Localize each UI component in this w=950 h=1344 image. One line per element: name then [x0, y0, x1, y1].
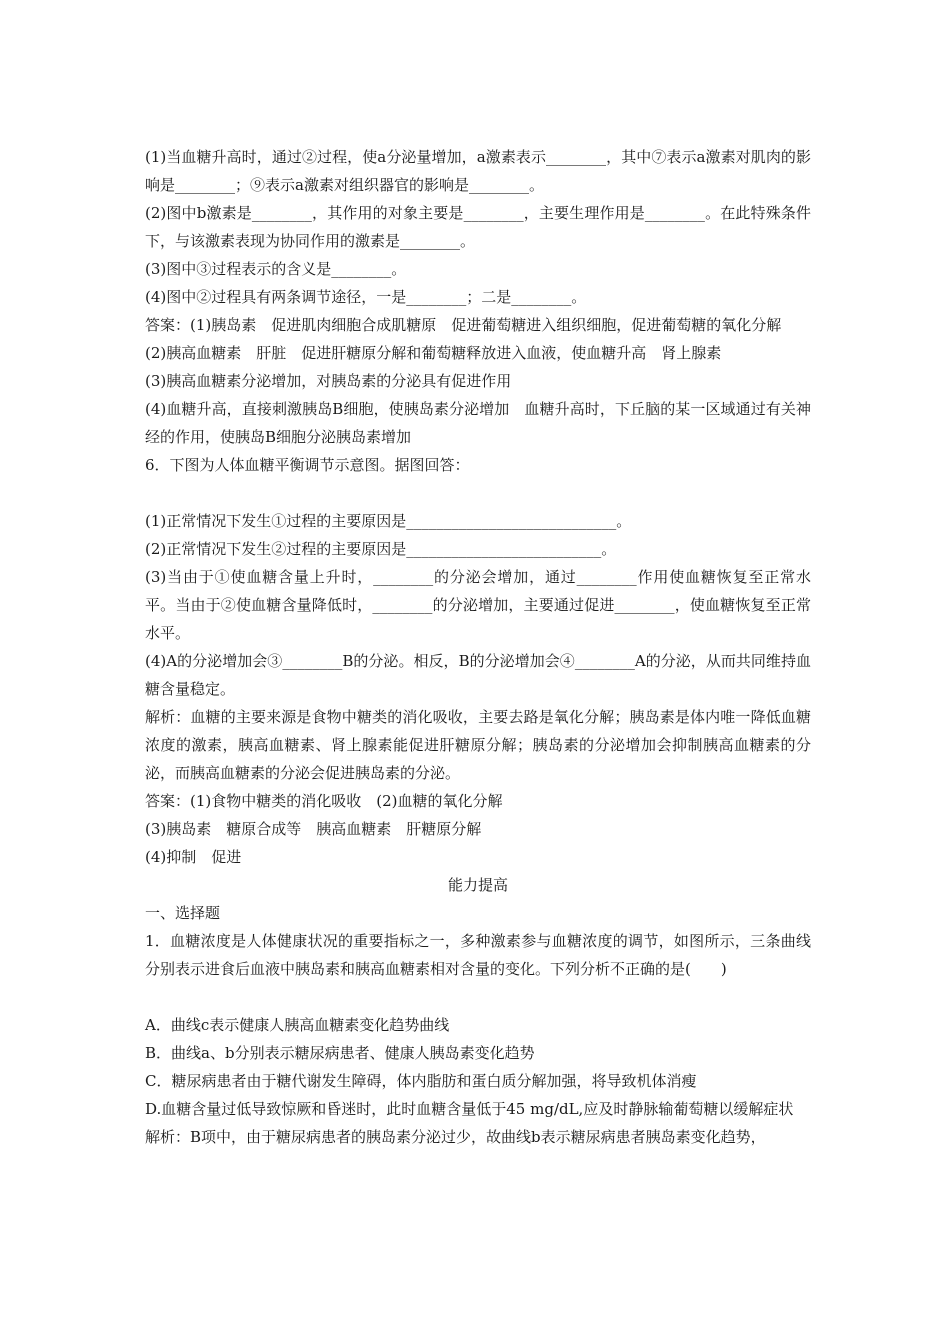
subsection-heading: 一、选择题 [145, 904, 221, 922]
answer-6-line-3: (4)抑制 促进 [145, 848, 242, 866]
mc-question-1-stem: 1．血糖浓度是人体健康状况的重要指标之一，多种激素参与血糖浓度的调节，如图所示，三条曲线分别表示进食后血液中胰岛素和胰高血糖素相对含量的变化。下列分析不正确的是( ) [145, 932, 811, 978]
question-6-part-1: (1)正常情况下发生①过程的主要原因是____________________________。 [145, 512, 632, 530]
option-d: D.血糖含量过低导致惊厥和昏迷时，此时血糖含量低于45 mg/dL,应及时静脉输葡萄糖以缓解症状 [145, 1100, 794, 1118]
question-5-part-1: (1)当血糖升高时，通过②过程，使a分泌量增加，a激素表示________，其中⑦表示a激素对肌肉的影响是________；⑨表示a激素对组织器官的影响是________。 [145, 148, 811, 194]
figure-placeholder [145, 983, 811, 1011]
question-6-stem: 6．下图为人体血糖平衡调节示意图。据图回答： [145, 456, 470, 474]
question-6-part-3: (3)当由于①使血糖含量上升时，________的分泌会增加，通过________作用使血糖恢复至正常水平。当由于②使血糖含量降低时，________的分泌增加，主要通过促进________，使血糖恢复至正常水平。 [145, 568, 811, 642]
question-5-part-3: (3)图中③过程表示的含义是________。 [145, 260, 407, 278]
answer-6-line-1: 答案：(1)食物中糖类的消化吸收 (2)血糖的氧化分解 [145, 792, 503, 810]
document-page [145, 143, 811, 1151]
option-a: A．曲线c表示健康人胰高血糖素变化趋势曲线 [145, 1016, 450, 1034]
section-heading: 能力提高 [447, 876, 508, 894]
question-6-part-4: (4)A的分泌增加会③________B的分泌。相反，B的分泌增加会④________A的分泌，从而共同维持血糖含量稳定。 [145, 652, 811, 698]
analysis-mc-1: 解析：B项中，由于糖尿病患者的胰岛素分泌过少，故曲线b表示糖尿病患者胰岛素变化趋势， [145, 1128, 766, 1146]
figure-placeholder [145, 479, 811, 507]
answer-5-part-3: (3)胰高血糖素分泌增加，对胰岛素的分泌具有促进作用 [145, 372, 512, 390]
question-6-part-2: (2)正常情况下发生②过程的主要原因是__________________________。 [145, 540, 617, 558]
answer-5-part-2: (2)胰高血糖素 肝脏 促进肝糖原分解和葡萄糖释放进入血液，使血糖升高 肾上腺素 [145, 344, 722, 362]
option-c: C．糖尿病患者由于糖代谢发生障碍，体内脂肪和蛋白质分解加强，将导致机体消瘦 [145, 1072, 697, 1090]
question-5-part-4: (4)图中②过程具有两条调节途径，一是________；二是________。 [145, 288, 587, 306]
analysis-6: 解析：血糖的主要来源是食物中糖类的消化吸收，主要去路是氧化分解；胰岛素是体内唯一降低血糖浓度的激素，胰高血糖素、肾上腺素能促进肝糖原分解；胰岛素的分泌增加会抑制胰高血糖素的分泌，而胰高血糖素的分泌会促进胰岛素的分泌。 [145, 708, 811, 782]
answer-5-part-4: (4)血糖升高，直接刺激胰岛B细胞，使胰岛素分泌增加 血糖升高时，下丘脑的某一区域通过有关神经的作用，使胰岛B细胞分泌胰岛素增加 [145, 400, 811, 446]
option-b: B．曲线a、b分别表示糖尿病患者、健康人胰岛素变化趋势 [145, 1044, 535, 1062]
question-5-part-2: (2)图中b激素是________，其作用的对象主要是________，主要生理作用是________。在此特殊条件下，与该激素表现为协同作用的激素是________。 [145, 204, 811, 250]
answer-6-line-2: (3)胰岛素 糖原合成等 胰高血糖素 肝糖原分解 [145, 820, 482, 838]
answer-5-part-1: 答案：(1)胰岛素 促进肌肉细胞合成肌糖原 促进葡萄糖进入组织细胞，促进葡萄糖的氧化分解 [145, 316, 782, 334]
